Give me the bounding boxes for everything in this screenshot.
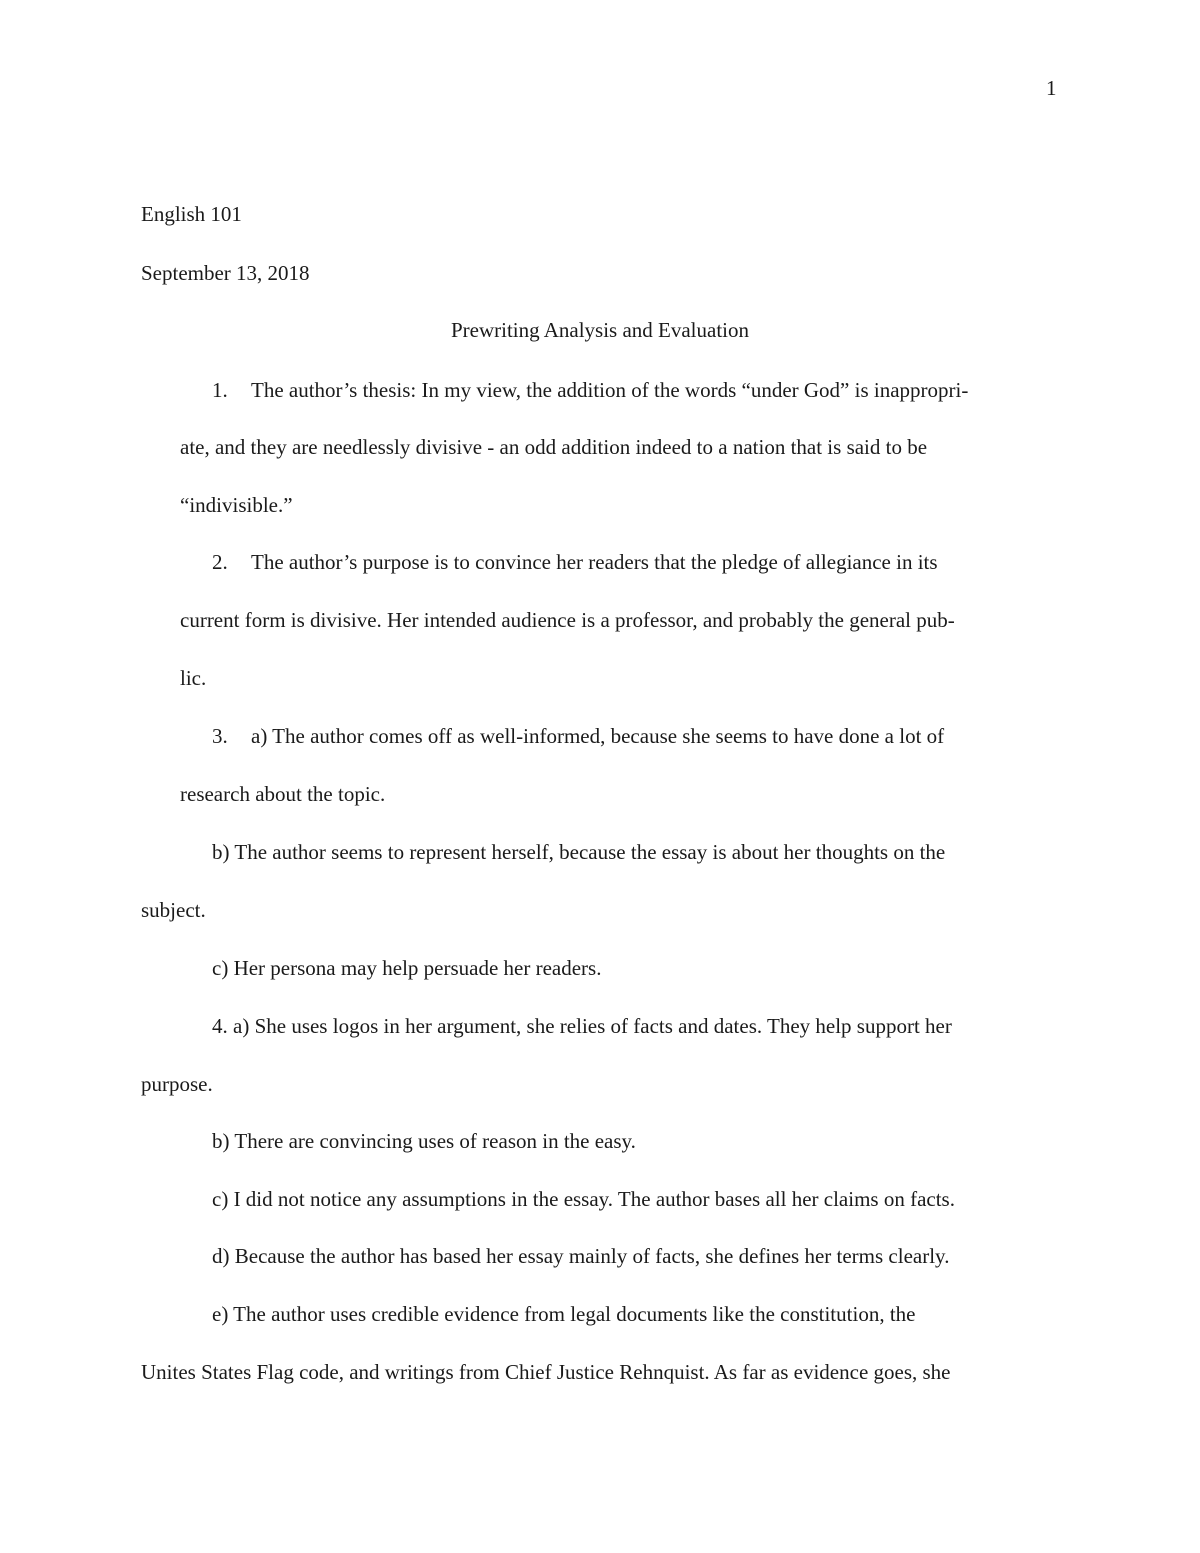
document-title: Prewriting Analysis and Evaluation [450, 318, 750, 342]
item-4d: d) Because the author has based her essay mainly of facts, she defines her terms clearly. [212, 1244, 950, 1268]
item-1-line-1: The author’s thesis: In my view, the addition of the words “under God” is inappropri- [251, 378, 969, 402]
item-1-line-2: ate, and they are needlessly divisive - an odd addition indeed to a nation that is said to be [180, 435, 928, 459]
item-3a-line-2: research about the topic. [180, 782, 386, 806]
item-4e-line-2: Unites States Flag code, and writings from Chief Justice Rehnquist. As far as evidence goes, she [141, 1360, 951, 1384]
item-3c: c) Her persona may help persuade her readers. [212, 956, 602, 980]
item-4a-line-1: 4. a) She uses logos in her argument, she relies of facts and dates. They help support her [212, 1014, 952, 1038]
item-2-line-1: The author’s purpose is to convince her readers that the pledge of allegiance in its [251, 550, 938, 574]
item-4c: c) I did not notice any assumptions in the essay. The author bases all her claims on facts. [212, 1187, 955, 1211]
item-3a-line-1: a) The author comes off as well-informed, because she seems to have done a lot of [251, 724, 945, 748]
item-4b: b) There are convincing uses of reason in the easy. [212, 1129, 636, 1153]
course-name: English 101 [141, 202, 242, 226]
item-2-line-2: current form is divisive. Her intended audience is a professor, and probably the general pub- [180, 608, 955, 632]
item-2-number: 2. [212, 550, 228, 574]
item-3b-line-2: subject. [141, 898, 206, 922]
item-4a-line-2: purpose. [141, 1072, 213, 1096]
page-number: 1 [1046, 76, 1057, 100]
item-1-line-3: “indivisible.” [180, 493, 293, 517]
item-4e-line-1: e) The author uses credible evidence from legal documents like the constitution, the [212, 1302, 916, 1326]
item-3b-line-1: b) The author seems to represent herself, because the essay is about her thoughts on the [212, 840, 946, 864]
item-2-line-3: lic. [180, 666, 207, 690]
item-1-number: 1. [212, 378, 228, 402]
document-date: September 13, 2018 [141, 261, 310, 285]
item-3-number: 3. [212, 724, 228, 748]
